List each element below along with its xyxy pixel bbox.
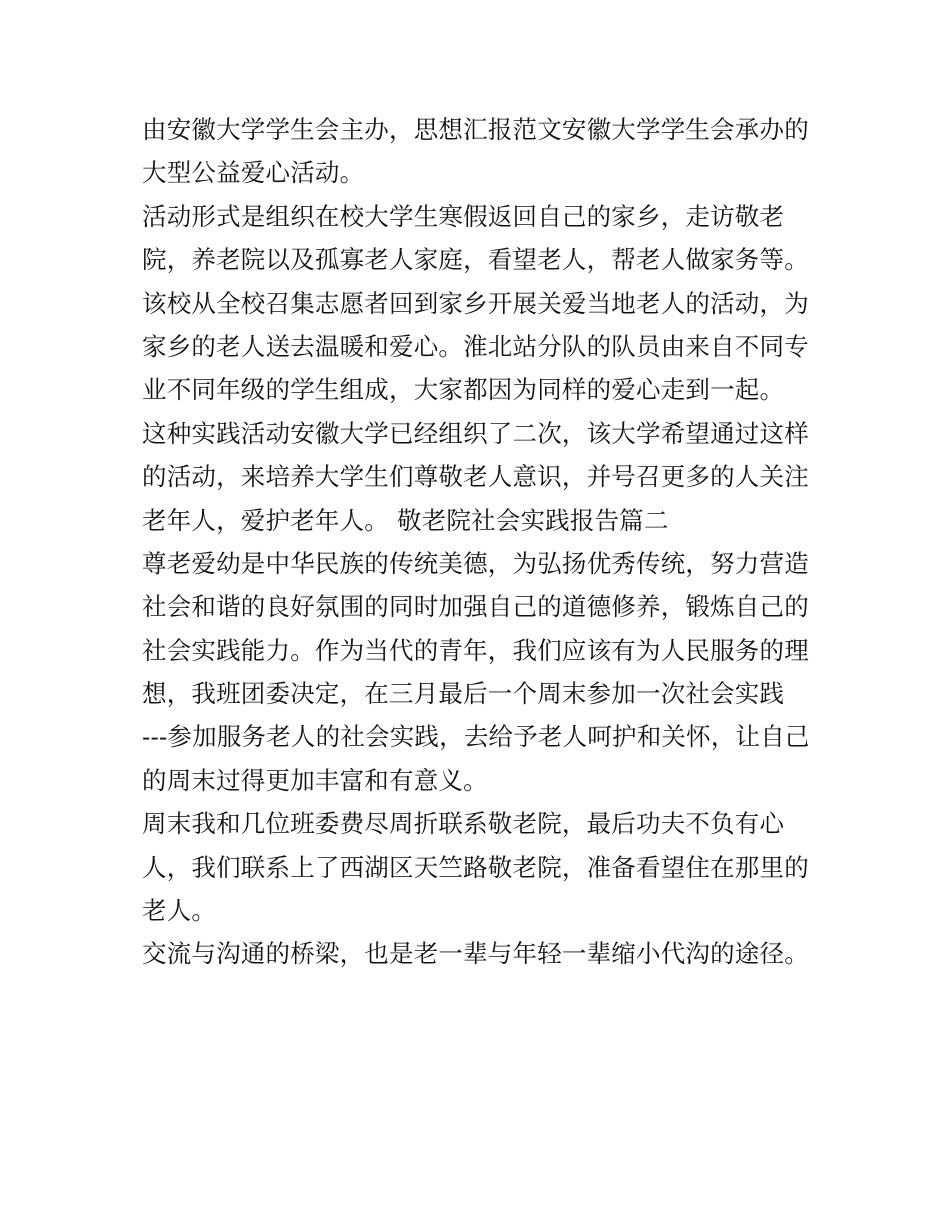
text-line-13: 社会实践能力。作为当代的青年，我们应该有为人民服务的理 [142,635,809,665]
text-line-1: 由安徽大学学生会主办，思想汇报范文安徽大学学生会承办的 [142,115,809,144]
text-line-2: 大型公益爱心活动。 [142,158,365,188]
text-line-10: 老年人，爱护老年人。 敬老院社会实践报告篇二 [142,505,669,535]
text-line-16: 的周末过得更加丰富和有意义。 [142,765,488,795]
text-line-15: ---参加服务老人的社会实践，去给予老人呵护和关怀，让自己 [142,722,810,752]
text-line-12: 社会和谐的良好氛围的同时加强自己的道德修养，锻炼自己的 [142,592,809,622]
text-line-17: 周末我和几位班委费尽周折联系敬老院，最后功夫不负有心 [142,809,785,839]
text-line-11: 尊老爱幼是中华民族的传统美德，为弘扬优秀传统，努力营造 [142,548,809,578]
text-line-14: 想，我班团委决定，在三月最后一个周末参加一次社会实践 [142,679,785,709]
text-line-6: 家乡的老人送去温暖和爱心。淮北站分队的队员由来自不同专 [142,331,809,361]
text-line-20: 交流与沟通的桥梁，也是老一辈与年轻一辈缩小代沟的途径。 [142,939,809,969]
text-line-19: 老人。 [142,896,217,926]
text-line-9: 的活动，来培养大学生们尊敬老人意识，并号召更多的人关注 [142,462,809,492]
text-line-3: 活动形式是组织在校大学生寒假返回自己的家乡，走访敬老 [142,201,785,231]
text-line-7: 业不同年级的学生组成，大家都因为同样的爱心走到一起。 [142,375,785,405]
text-line-5: 该校从全校召集志愿者回到家乡开展关爱当地老人的活动，为 [142,288,809,318]
body-text [142,108,822,976]
text-line-8: 这种实践活动安徽大学已经组织了二次，该大学希望通过这样 [142,418,809,448]
text-line-18: 人，我们联系上了西湖区天竺路敬老院，准备看望住在那里的 [142,852,809,882]
text-line-4: 院，养老院以及孤寡老人家庭，看望老人，帮老人做家务等。 [142,245,809,275]
